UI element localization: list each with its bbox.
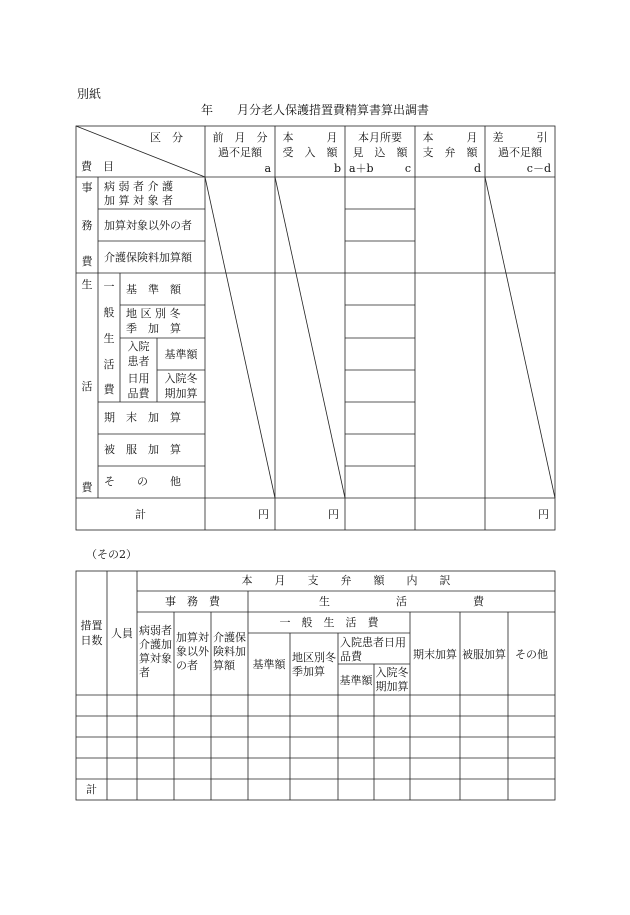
table1-total-label: 計 <box>135 508 146 521</box>
col-sonota: その他 <box>515 648 548 661</box>
jimuhi-char-3: 費 <box>81 255 93 268</box>
col-d-code: d <box>473 162 481 175</box>
table2-label: （その2） <box>86 548 137 561</box>
col-nyuin-2: 品費 <box>340 650 362 663</box>
jinin: 人員 <box>111 627 133 640</box>
jimuhi-char-1: 事 <box>81 181 93 194</box>
row-nyuin-1: 入院 <box>127 340 150 353</box>
row-sonota: そ の 他 <box>104 475 181 488</box>
col-kasan-2: 象以外 <box>176 645 209 658</box>
table2-jimuhi: 事 務 費 <box>165 595 220 608</box>
col-e-line2: 過不足額 <box>498 146 542 159</box>
jimuhi-char-2: 務 <box>81 219 93 232</box>
sochi-2: 日数 <box>80 634 103 647</box>
row-nyuin-kijun: 基準額 <box>164 348 198 361</box>
col-nyuin-1: 入院患者日用 <box>340 636 406 649</box>
table2-ippan: 一 般 生 活 費 <box>279 616 379 629</box>
col-nyuin-fuyu-2: 期加算 <box>375 680 409 693</box>
col-a-code: a <box>264 162 271 175</box>
row-nyuin-fuyu-1: 入院冬 <box>164 372 198 385</box>
row-byojaku-1: 病 弱 者 介 護 <box>104 180 173 193</box>
col-nyuin-fuyu-1: 入院冬 <box>375 666 409 679</box>
col-kasan-3: の者 <box>176 659 198 672</box>
col-chiku-1: 地区別冬 <box>292 651 336 664</box>
col-b-code: b <box>333 162 341 175</box>
sochi-1: 措置 <box>80 619 103 632</box>
ippan-char-5: 費 <box>103 383 115 396</box>
row-kaigo-hoken: 介護保険料加算額 <box>104 251 192 264</box>
ippan-char-2: 般 <box>103 306 115 319</box>
col-byojaku-2: 介護加 <box>139 638 172 651</box>
col-c-line1: 本月所要 <box>358 131 402 144</box>
col-byojaku-4: 者 <box>139 666 150 679</box>
table2-seikatsuhi: 生 活 費 <box>319 595 484 608</box>
form-title: 年 月分老人保護措置費精算書算出調書 <box>201 103 430 117</box>
row-nyuin-fuyu-2: 期加算 <box>164 387 198 400</box>
col-byojaku-3: 算対象 <box>139 652 172 665</box>
ippan-char-4: 活 <box>103 358 115 371</box>
col-kijun: 基準額 <box>252 658 286 671</box>
col-kasan-1: 加算対 <box>176 631 209 644</box>
table2-main-header: 本 月 支 弁 額 内 訳 <box>241 574 451 587</box>
col-b-line2: 受 入 額 <box>282 146 338 159</box>
col-c-formula: a＋b <box>349 162 374 175</box>
col-chiku-2: 季加算 <box>292 665 325 678</box>
seikatsuhi-char-3: 費 <box>81 481 93 494</box>
corner-himoku: 費 目 <box>81 160 114 173</box>
col-a-line1: 前 月 分 <box>212 131 268 144</box>
row-hifuku: 被 服 加 算 <box>104 443 181 456</box>
row-nyuin-3: 日用 <box>127 372 150 385</box>
col-kimatsu: 期末加算 <box>413 648 457 661</box>
col-e-code: c－d <box>526 162 551 175</box>
betsu-label: 別紙 <box>77 87 102 101</box>
col-c-line2: 見 込 額 <box>352 146 408 159</box>
col-hifuku: 被服加算 <box>462 648 506 661</box>
col-byojaku-1: 病弱者 <box>139 624 172 637</box>
col-a-line2: 過不足額 <box>218 146 262 159</box>
col-kaigo-1: 介護保 <box>213 631 246 644</box>
col-d-line2: 支 弁 額 <box>422 146 478 159</box>
yen-col-b: 円 <box>328 508 339 521</box>
row-byojaku-2: 加 算 対 象 者 <box>104 194 173 207</box>
col-nyuin-kijun: 基準額 <box>339 674 373 687</box>
col-kaigo-3: 算額 <box>213 659 235 672</box>
table2-total-label: 計 <box>86 783 97 796</box>
row-kasan-igai: 加算対象以外の者 <box>104 219 192 232</box>
yen-col-a: 円 <box>258 508 269 521</box>
col-c-code: c <box>404 162 411 175</box>
col-d-line1: 本 月 <box>422 131 478 144</box>
col-b-line1: 本 月 <box>282 131 338 144</box>
row-chiku-1: 地 区 別 冬 <box>126 307 181 320</box>
row-kijungaku: 基 準 額 <box>126 283 181 296</box>
row-kimatsu: 期 末 加 算 <box>104 411 181 424</box>
seikatsuhi-char-1: 生 <box>81 278 93 291</box>
corner-kubun: 区 分 <box>150 131 183 144</box>
ippan-char-3: 生 <box>103 332 115 345</box>
ippan-char-1: 一 <box>103 280 115 293</box>
seikatsuhi-char-2: 活 <box>81 380 93 393</box>
row-nyuin-2: 患者 <box>127 355 150 368</box>
yen-col-e: 円 <box>538 508 549 521</box>
row-nyuin-4: 品費 <box>127 387 150 400</box>
col-kaigo-2: 険料加 <box>213 645 246 658</box>
row-chiku-2: 季 加 算 <box>126 322 181 335</box>
col-e-line1: 差 引 <box>492 131 548 144</box>
